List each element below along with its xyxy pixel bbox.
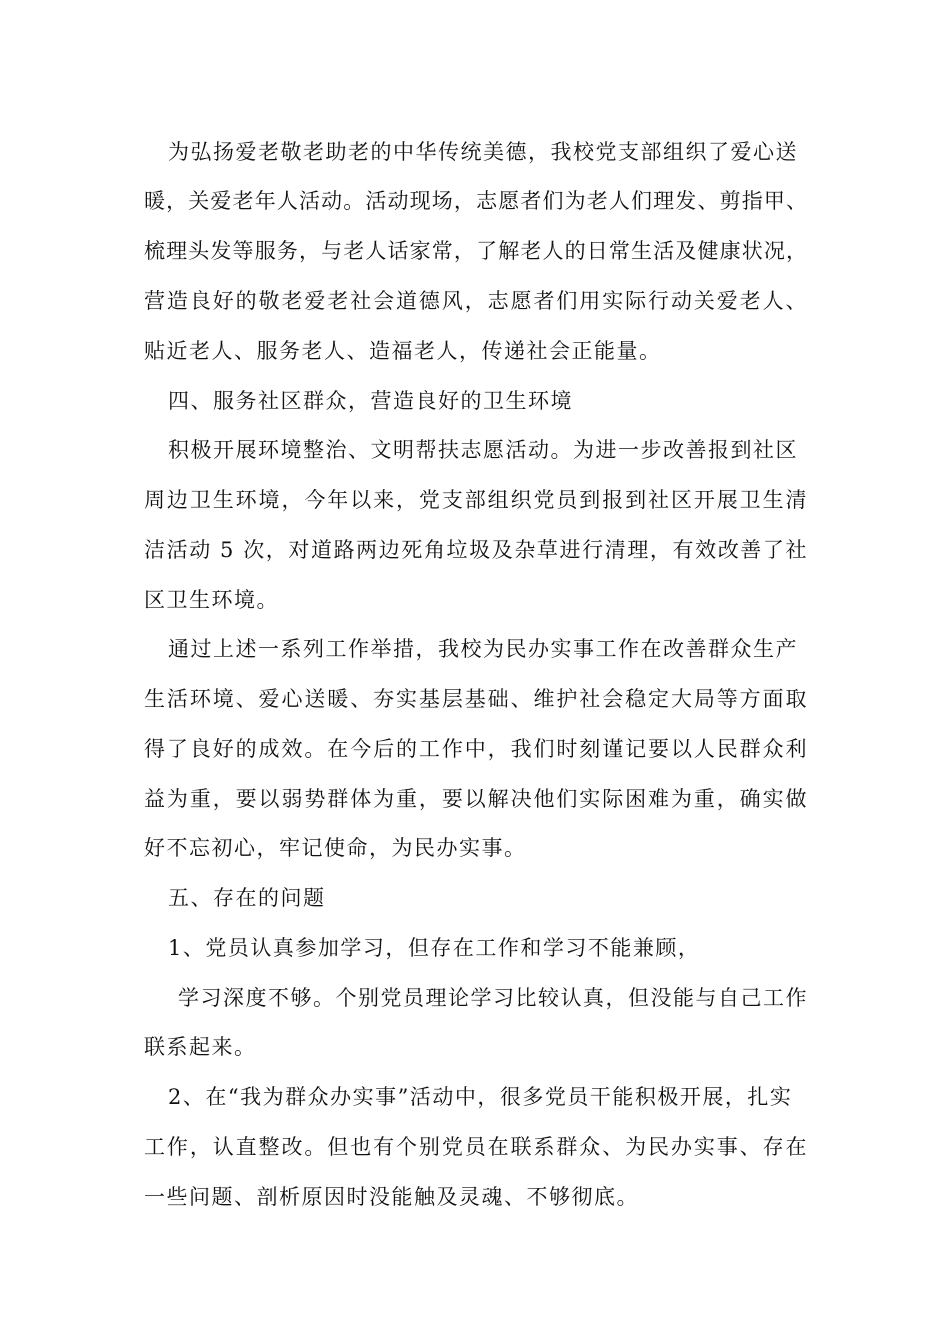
paragraph-line: 暖，关爱老年人活动。活动现场，志愿者们为老人们理发、剪指甲、 — [144, 189, 808, 213]
paragraph-line: 联系起来。 — [144, 1035, 257, 1059]
list-item-line: 2、在“我为群众办实事”活动中，很多党员干能积极开展，扎实 — [168, 1085, 793, 1109]
paragraph-line: 生活环境、爱心送暖、夯实基层基础、维护社会稳定大局等方面取 — [144, 687, 808, 711]
paragraph-line: 周边卫生环境，今年以来，党支部组织党员到报到社区开展卫生清 — [144, 488, 808, 512]
section-heading: 五、存在的问题 — [168, 886, 326, 910]
paragraph-line: 梳理头发等服务，与老人话家常，了解老人的日常生活及健康状况， — [144, 239, 808, 263]
paragraph-line: 得了良好的成效。在今后的工作中，我们时刻谨记要以人民群众利 — [144, 737, 808, 761]
paragraph-line: 贴近老人、服务老人、造福老人，传递社会正能量。 — [144, 339, 662, 363]
section-heading: 四、服务社区群众，营造良好的卫生环境 — [168, 389, 573, 413]
paragraph-line: 区卫生环境。 — [144, 588, 279, 612]
paragraph-line: 通过上述一系列工作举措，我校为民办实事工作在改善群众生产 — [168, 637, 798, 661]
paragraph-line: 营造良好的敬老爱老社会道德风，志愿者们用实际行动关爱老人、 — [144, 289, 808, 313]
paragraph-line: 一些问题、剖析原因时没能触及灵魂、不够彻底。 — [144, 1185, 639, 1209]
list-item-line: 1、党员认真参加学习，但存在工作和学习不能兼顾， — [168, 936, 701, 960]
paragraph-line: 学习深度不够。个别党员理论学习比较认真，但没能与自己工作 — [178, 986, 808, 1010]
paragraph-line: 益为重，要以弱势群体为重，要以解决他们实际困难为重，确实做 — [144, 787, 808, 811]
paragraph-line: 好不忘初心，牢记使命，为民办实事。 — [144, 836, 527, 860]
paragraph-line: 洁活动 5 次，对道路两边死角垃圾及杂草进行清理，有效改善了社 — [144, 538, 808, 562]
paragraph-line: 为弘扬爱老敬老助老的中华传统美德，我校党支部组织了爱心送 — [168, 140, 798, 164]
paragraph-line: 工作，认直整改。但也有个别党员在联系群众、为民办实事、存在 — [144, 1135, 808, 1159]
paragraph-line: 积极开展环境整治、文明帮扶志愿活动。为进一步改善报到社区 — [168, 438, 798, 462]
